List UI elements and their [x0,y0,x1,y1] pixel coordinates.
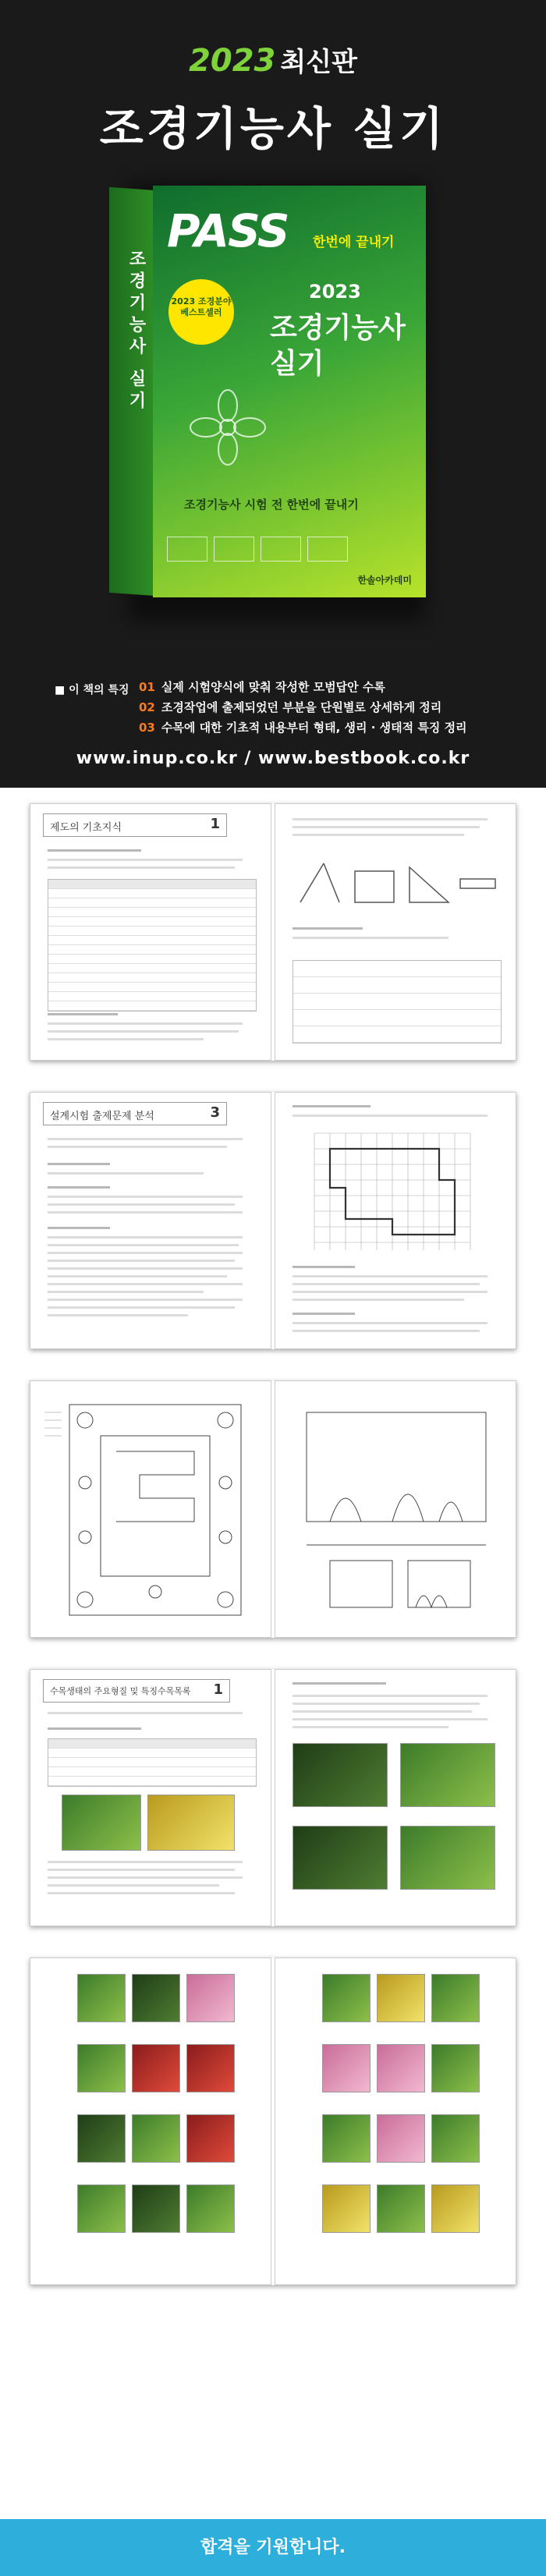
feature-item [139,699,441,715]
text-line [48,1252,243,1254]
preview-page-right [275,1669,516,1926]
features-label: ■ 이 책의 특징 [55,684,129,696]
plant-photo [400,1743,495,1807]
cover-title [270,310,418,382]
chapter-title: 설계시험 출제문제 분석 [50,1111,154,1122]
plant-photo [377,2114,425,2163]
plant-photo [186,2114,235,2163]
text-line [48,1314,188,1316]
chapter-number: 1 [213,1681,223,1698]
drafting-tools-icon [292,848,500,918]
plant-photo [186,1974,235,2022]
hero-year: 2023 [189,43,276,79]
book-cover [153,186,426,597]
text-line [48,1291,204,1293]
cover-bestseller-badge: 2023 조경분야 베스트셀러 [168,279,234,345]
text-line [48,1283,243,1285]
text-line [48,1876,243,1879]
features-label-text: 이 책의 특징 [69,684,129,696]
plant-photo [186,2184,235,2233]
plant-photo [77,2114,126,2163]
plant-photo [431,2044,480,2092]
text-line [292,1695,488,1697]
cover-feature-box [214,537,254,562]
plant-photo [431,1974,480,2022]
text-line [48,1861,243,1863]
plant-photo [77,2044,126,2092]
text-line [48,1267,243,1270]
text-line [48,1727,141,1730]
hero-banner [0,0,546,671]
feature-item [139,679,385,695]
plant-photo [377,2184,425,2233]
preview-spread-2 [30,1092,516,1349]
preview-page-left [30,1380,271,1638]
section-elevation-drawing-icon [283,1389,509,1631]
hero-year-line [0,41,546,79]
text-line [292,818,488,820]
text-line [292,1330,480,1332]
text-line [48,1306,235,1309]
text-line [48,1030,239,1033]
preview-page-right [275,1380,516,1638]
text-line [48,849,141,852]
hero-year-suffix: 최신판 [280,47,357,78]
text-line [292,1726,448,1728]
text-line [292,1283,480,1285]
text-line [48,1196,243,1198]
plant-photo [322,1974,370,2022]
hero-title: 조경기능사 실기 [99,102,447,155]
text-line [48,1203,235,1206]
plant-photo [132,2044,180,2092]
cover-publisher: 한솔아카데미 [357,575,412,586]
plant-photo [186,2044,235,2092]
text-line [48,859,243,861]
plant-photo [292,1743,388,1807]
cover-feature-box [261,537,301,562]
plant-photo [322,2044,370,2092]
text-line [48,1022,243,1025]
book-spine-title: 조경기능사 실기 [126,250,146,413]
cover-pass-logo: PASS [167,204,289,257]
text-line [48,1712,243,1714]
text-line [48,1013,118,1015]
text-line [292,1291,488,1293]
chapter-title-box [43,813,227,837]
text-line [48,1186,110,1189]
feature-number: 03 [139,721,155,735]
feature-text: 수목에 대한 기초적 내용부터 형태, 생리 · 생태적 특징 정리 [161,721,467,735]
text-line [292,826,480,828]
text-line [48,1260,235,1262]
text-line [292,1322,488,1324]
preview-pages [0,788,546,2519]
footer-banner: 합격을 기원합니다. [0,2519,546,2576]
chapter-number: 3 [210,1104,220,1121]
text-line [48,1869,235,1871]
text-line [48,1884,219,1887]
text-line [48,1892,235,1894]
text-line [48,1146,227,1148]
chapter-title-box [43,1679,230,1703]
feature-number: 02 [139,700,155,714]
plant-photo [400,1826,495,1890]
text-line [48,1211,243,1214]
preview-page-left [30,803,271,1061]
preview-spread-1 [30,803,516,1061]
text-line [48,1038,204,1040]
text-line [292,834,464,836]
plant-photo [77,1974,126,2022]
text-line [48,866,235,869]
text-line [48,1163,110,1165]
preview-table [48,1738,257,1787]
cover-tagline: 조경기능사 시험 전 한번에 끝내기 [184,498,359,512]
text-line [292,1313,355,1315]
text-line [292,1682,386,1685]
cover-feature-box [167,537,207,562]
site-grid-plan-icon [299,1125,494,1258]
plant-photo [431,2114,480,2163]
cover-feature-box [307,537,348,562]
plant-photo [322,2184,370,2233]
landscape-plan-drawing-icon [38,1389,264,1631]
preview-page-left [30,1669,271,1926]
preview-page-left [30,1958,271,2285]
preview-table [292,960,502,1044]
cover-pass-subtitle: 한번에 끝내기 [313,235,395,250]
preview-spread-3 [30,1380,516,1638]
text-line [292,1266,355,1268]
text-line [292,1710,472,1713]
cover-year: 2023 [309,281,361,303]
feature-text: 실제 시험양식에 맞춰 작성한 모범답안 수록 [161,680,385,694]
text-line [292,1703,480,1705]
plant-photo [147,1795,235,1851]
text-line [292,937,448,939]
feature-number: 01 [139,680,155,694]
plant-photo [322,2114,370,2163]
text-line [292,1105,370,1107]
plant-photo [431,2184,480,2233]
cover-feature-boxes [167,537,348,562]
text-line [48,1172,204,1175]
text-line [292,1114,488,1117]
cover-title-line1: 조경기능사 [270,312,406,344]
plant-photo [292,1826,388,1890]
feature-item [139,719,467,735]
text-line [48,1275,227,1277]
plant-photo [377,2044,425,2092]
preview-page-right [275,803,516,1061]
flower-illustration-icon [181,381,275,474]
chapter-number: 1 [210,816,220,832]
preview-page-right [275,1958,516,2285]
preview-spread-4 [30,1669,516,1926]
text-line [292,1718,488,1720]
preview-page-left [30,1092,271,1349]
plant-photo [132,2184,180,2233]
plant-photo [377,1974,425,2022]
text-line [292,927,363,930]
text-line [292,1275,488,1277]
website-urls[interactable]: www.inup.co.kr / www.bestbook.co.kr [76,749,470,768]
plant-photo [77,2184,126,2233]
chapter-title: 수목생태의 주요형질 및 특징수목목록 [50,1686,191,1696]
preview-table [48,879,257,1012]
text-line [48,1227,110,1229]
plant-photo [62,1795,141,1851]
plant-photo [132,1974,180,2022]
text-line [48,1244,239,1246]
chapter-title: 제도의 기초지식 [50,822,122,834]
text-line [48,1138,243,1140]
cover-title-line2: 실기 [270,348,324,380]
text-line [48,1299,243,1301]
text-line [48,1236,243,1238]
preview-spread-5 [30,1958,516,2285]
preview-page-right [275,1092,516,1349]
feature-text: 조경작업에 출제되었던 부분을 단원별로 상세하게 정리 [161,700,442,714]
chapter-title-box [43,1102,227,1125]
plant-photo [132,2114,180,2163]
text-line [292,1299,464,1301]
